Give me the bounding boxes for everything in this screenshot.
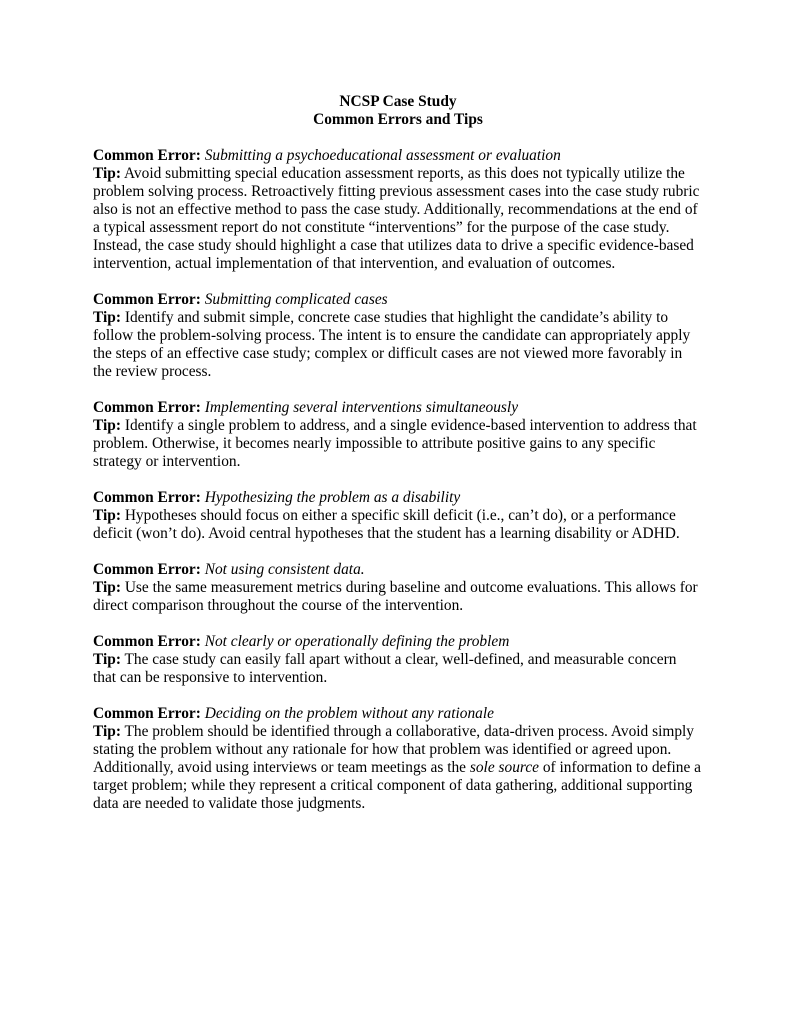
document-title: NCSP Case Study bbox=[339, 93, 457, 110]
common-error-line bbox=[93, 291, 703, 309]
tip-paragraph bbox=[93, 651, 703, 687]
tip-paragraph bbox=[93, 417, 703, 471]
common-error-label: Common Error: bbox=[93, 561, 201, 578]
tip-text: Identify and submit simple, concrete case studies that highlight the candidate’s ability to follow the problem-solving process. The intent is to ensure the candidate can appropriately apply the steps of an effective case study; complex or difficult cases are not viewed more favorably in the review process. bbox=[93, 309, 691, 380]
tip-paragraph bbox=[93, 723, 703, 813]
tip-label: Tip: bbox=[93, 417, 121, 434]
common-error-line bbox=[93, 399, 703, 417]
common-error-text: Implementing several interventions simultaneously bbox=[204, 399, 519, 416]
error-section-6 bbox=[93, 633, 703, 687]
common-error-line bbox=[93, 561, 703, 579]
tip-label: Tip: bbox=[93, 507, 121, 524]
common-error-text: Not clearly or operationally defining the problem bbox=[204, 633, 510, 650]
common-error-label: Common Error: bbox=[93, 633, 201, 650]
common-error-line bbox=[93, 633, 703, 651]
error-section-5 bbox=[93, 561, 703, 615]
tip-paragraph bbox=[93, 165, 703, 273]
error-section-1 bbox=[93, 147, 703, 273]
error-section-3 bbox=[93, 399, 703, 471]
tip-label: Tip: bbox=[93, 309, 121, 326]
tip-text-part-1: The problem should be identified through a collaborative, data-driven process. Avoid simply stating the problem without any rationale for how that problem was identified or agreed upon. Additionally, avoid using interviews or team meetings as the bbox=[93, 723, 694, 776]
tip-label: Tip: bbox=[93, 165, 121, 182]
common-error-label: Common Error: bbox=[93, 489, 201, 506]
tip-text-part-2: of information to define a target problem; while they represent a critical component of data gathering, additional supporting data are needed to validate those judgments. bbox=[93, 759, 701, 812]
tip-paragraph bbox=[93, 507, 703, 543]
common-error-text: Not using consistent data. bbox=[204, 561, 365, 578]
tip-paragraph bbox=[93, 309, 703, 381]
tip-label: Tip: bbox=[93, 651, 121, 668]
tip-text: Identify a single problem to address, and a single evidence-based intervention to address that problem. Otherwise, it becomes nearly impossible to attribute positive gains to any specific strategy or intervention. bbox=[93, 417, 697, 470]
tip-text: Avoid submitting special education assessment reports, as this does not typically utilize the problem solving process. Retroactively fitting previous assessment cases into the case study rubric also is not an effective method to pass the case study. Additionally, recommendations at the end of a typical assessment report do not constitute “interventions” for the purpose of the case study. Instead, the case study should highlight a case that utilizes data to drive a specific evidence-based intervention, actual implementation of that intervention, and evaluation of outcomes. bbox=[93, 165, 700, 272]
common-error-label: Common Error: bbox=[93, 399, 201, 416]
tip-paragraph bbox=[93, 579, 703, 615]
common-error-line bbox=[93, 489, 703, 507]
document-subtitle: Common Errors and Tips bbox=[313, 111, 483, 128]
title-block bbox=[93, 93, 703, 129]
tip-emphasis: sole source bbox=[469, 759, 539, 776]
tip-text: The case study can easily fall apart without a clear, well-defined, and measurable concern that can be responsive to intervention. bbox=[93, 651, 677, 686]
common-error-label: Common Error: bbox=[93, 291, 201, 308]
common-error-line bbox=[93, 705, 703, 723]
error-section-4 bbox=[93, 489, 703, 543]
common-error-text: Deciding on the problem without any rationale bbox=[204, 705, 494, 722]
error-section-2 bbox=[93, 291, 703, 381]
common-error-text: Submitting a psychoeducational assessment or evaluation bbox=[204, 147, 561, 164]
common-error-text: Hypothesizing the problem as a disability bbox=[204, 489, 461, 506]
common-error-text: Submitting complicated cases bbox=[204, 291, 388, 308]
error-section-7 bbox=[93, 705, 703, 813]
tip-text: Use the same measurement metrics during baseline and outcome evaluations. This allows for direct comparison throughout the course of the intervention. bbox=[93, 579, 698, 614]
document-page bbox=[93, 93, 703, 831]
tip-label: Tip: bbox=[93, 723, 121, 740]
common-error-label: Common Error: bbox=[93, 147, 201, 164]
common-error-label: Common Error: bbox=[93, 705, 201, 722]
tip-text: Hypotheses should focus on either a specific skill deficit (i.e., can’t do), or a performance deficit (won’t do). Avoid central hypotheses that the student has a learning disability or ADHD. bbox=[93, 507, 680, 542]
common-error-line bbox=[93, 147, 703, 165]
tip-label: Tip: bbox=[93, 579, 121, 596]
